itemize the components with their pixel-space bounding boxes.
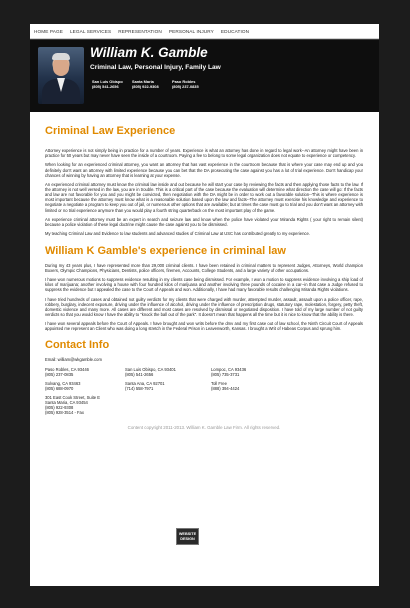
nav-legal-services[interactable]: LEGAL SERVICES <box>69 28 112 34</box>
header-offices <box>92 79 212 89</box>
attorney-photo <box>38 47 84 104</box>
main-content <box>30 125 379 430</box>
paragraph: I have tried hundreds of cases and obtained not guilty verdicts for my clients that were charged with murder, attempted murder, assault, assault upon a police officer, rape, robbery, burglary, indecent exposure, driving under the influence of alcohol, driving under the influence of prescription drugs, statutory rape, molestation, forgery, petty theft, domestic violence and many more. All cases are different and most cases are resolved by dismissal or negotiated disposition. I have told of my large number of not guilty verdicts so that you would know I have the ability to "knock the ball out of the park". It doesn't mean that happens all the time but it is nice to know that the ability is there. <box>45 296 363 317</box>
address-santa-maria: 301 East Cook Street, Suite E Santa Maria, CA 93454 (805) 922-9308 (805) 928-3514 - Fax <box>45 395 101 416</box>
paragraph: During my 43 years plus, I have represented more than 29,000 criminal clients. I have been retained in criminal matters to represent Judges, Attorneys, World champion Boxers, Olympic Champions, Physicians, Dentists, police officers, firemen, Accounts, College Students, and a large variety of other occupations. <box>45 262 363 273</box>
office-san-luis-obispo: San Luis Obispo (805) 541-2656 <box>92 79 123 89</box>
site-header <box>30 39 379 112</box>
address-toll-free: Toll Free (888) 394-4424 <box>211 381 240 392</box>
paragraph: I have won numerous motions to suppress evidence resulting in my clients case being dismissed. For example, I won a motion to suppress evidence involving a ship load of kilos of marijuana; another involving a house with four hundred kilos of marijuana and another involving three pounds of cocaine in a car--in that case a Judge refused to suppress the evidence but I appealed the case to the Court of Appeals and won. Additionally, I have had many favorable results challenging Miranda Rights violations. <box>45 276 363 293</box>
contact-email[interactable]: Email: william@wkgamble.com <box>45 357 102 363</box>
paragraph: I have won several appeals before the Court of Appeals. I have brought and won writs before the dmv and my first case out of law school, the Ninth Circuit Court of Appeals appointed me represent an Client who was doing a long stretch in the Federal Prison in Leavenworth, Kansas. I brought a Writ of Habeas Corpus and sprung him. <box>45 321 363 332</box>
copyright-notice: Content copyright 2011-2013. William K. Gamble Law Firm. All rights reserved. <box>127 425 281 431</box>
office-address-list <box>45 367 363 415</box>
top-navigation <box>30 24 379 39</box>
website-design-badge[interactable]: WEBSITE DESIGN <box>176 528 199 545</box>
nav-personal-injury[interactable]: PERSONAL INJURY <box>168 28 214 34</box>
address-san-luis-obispo: San Luis Obispo, CA 93401 (805) 541-2656 <box>125 367 176 378</box>
address-lompoc: Lompoc, CA 93436 (805) 735-3731 <box>211 367 247 378</box>
address-paso-robles: Paso Robles, CA 93446 (805) 237-0835 <box>45 367 89 378</box>
office-paso-robles: Paso Robles (805) 237-0835 <box>172 79 199 89</box>
paragraph: An experienced criminal attorney must know the criminal law inside and out because he will start your case by reviewing the facts and then applying those facts to the law. If the attorney is not well versed in the law, you are in trouble. This is a critical part of the case because the evaluation will determine what direction the case will go: If the facts and law are not favorable for you and you might be convicted, then negotiation with the DA might be in order to work out a favorable solution--This is where experience is most important because the attorney must know what is a reasonable solution based upon the law and facts--The attorney must exercise his knowledge and experience to negotiate a negotiate a program to keep you out of jail, or numerous other options that are available; but at times the case must go to trial and you don't want an attorney with limited or no trial experience anymore than you would play a fourth string quarterback on the most important play of the game. <box>45 182 363 213</box>
address-solvang: Solvang, CA 93463 (805) 688-0970 <box>45 381 81 392</box>
page-container <box>30 24 379 586</box>
nav-education[interactable]: EDUCATION <box>220 28 250 34</box>
address-santa-ana: Santa Ana, CA 92701 (714) 558-7971 <box>125 381 165 392</box>
practice-areas-tagline: Criminal Law, Personal Injury, Family Law <box>90 64 221 71</box>
section-heading-contact-info: Contact Info <box>45 339 110 352</box>
nav-home-page[interactable]: HOME PAGE <box>34 28 63 34</box>
section-heading-criminal-law-experience: Criminal Law Experience <box>45 125 176 137</box>
paragraph: When looking for an experienced criminal attorney, you want an attorney that has vast experience in the courtroom because that is where your case may end up and you definitely don't want an attorney with limited experience because you can bet that the DA prosecuting the case against you has a lot of trial experience. Don't handicap your chances of winning by having an attorney that is learning at your expense. <box>45 162 363 178</box>
paragraph: My teaching Criminal Law and Evidence to law students and advanced studies of Criminal Law at USC has contributed greatly to my experience. <box>45 231 310 237</box>
attorney-name: William K. Gamble <box>90 45 208 60</box>
paragraph: Attorney experience is not simply being in practice for a number of years. Experience is what an attorney has done in regard to legal work--An attorney might have been in practice for 50 years but may never have seen the inside of a courtroom. Paying a fee to belong to some legal organization does not equate to experience or competency. <box>45 148 363 159</box>
office-santa-maria: Santa Maria (805) 922-9308 <box>132 79 159 89</box>
section-heading-gamble-experience: William K Gamble's experience in criminal law <box>45 244 286 257</box>
nav-representation[interactable]: REPRESENTATION <box>118 28 162 34</box>
paragraph: An experience criminal attorney must be an expert in search and seizure law and know when the police have violated your Miranda Rights ( your right to remain silent) because a police violation of these legal doctrine might cause the case against you to be dismissed. <box>45 216 363 228</box>
